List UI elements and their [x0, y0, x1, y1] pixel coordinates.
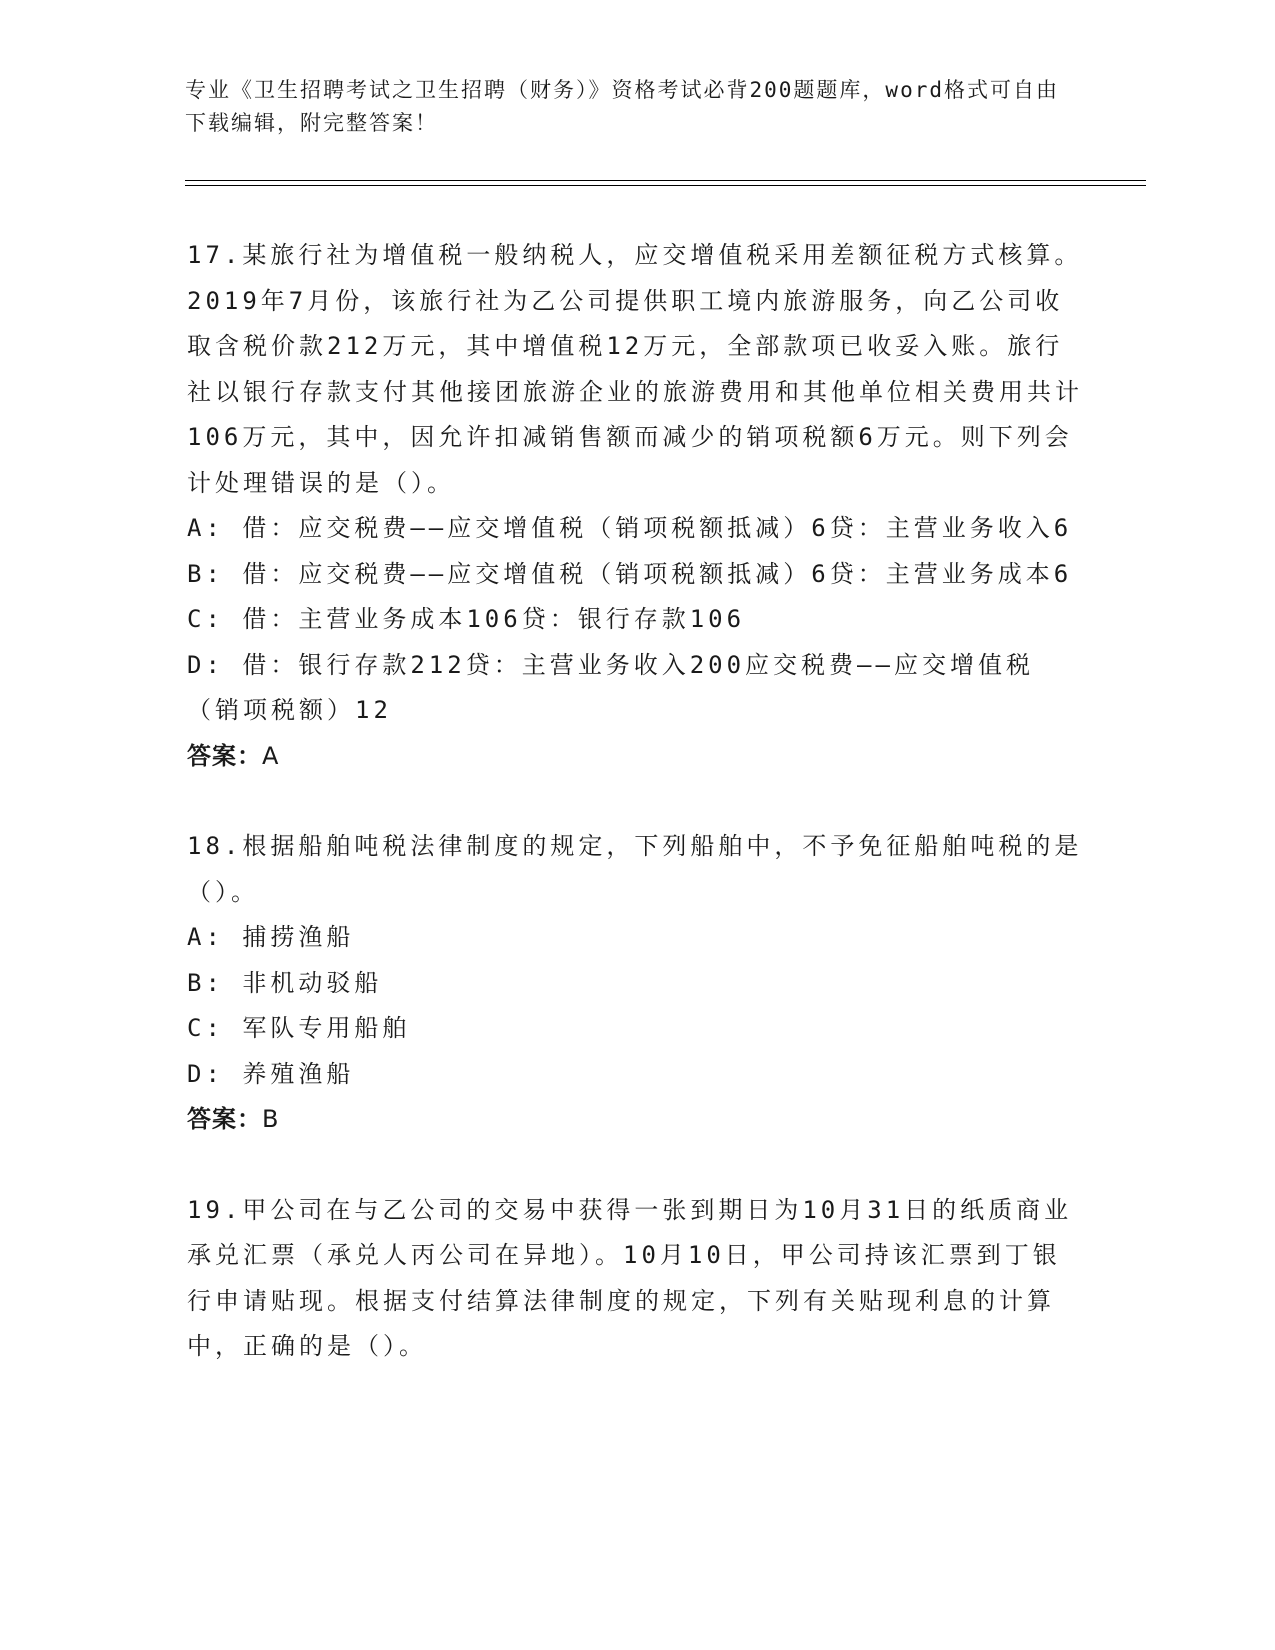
header-divider-bottom [185, 185, 1146, 186]
question-list [187, 233, 1087, 1415]
option-b: B: 借：应交税费——应交增值税（销项税额抵减）6贷：主营业务成本6 [187, 559, 1073, 588]
header-divider-top [185, 180, 1146, 181]
option-b: B: 非机动驳船 [187, 968, 383, 997]
question-18 [187, 824, 1087, 1143]
option-c: C: 军队专用船舶 [187, 1014, 411, 1042]
answer-label: 答案： [187, 1105, 262, 1133]
answer-line [187, 734, 1087, 780]
question-17 [187, 233, 1087, 779]
option-c: C: 借：主营业务成本106贷：银行存款106 [187, 605, 746, 633]
header-title: 专业《卫生招聘考试之卫生招聘（财务）》资格考试必背200题题库，word格式可自由下载编辑，附完整答案！ [185, 78, 1059, 135]
option-a: A: 借：应交税费——应交增值税（销项税额抵减）6贷：主营业务收入6 [187, 514, 1073, 542]
question-stem: 19.甲公司在与乙公司的交易中获得一张到期日为10月31日的纸质商业承兑汇票（承兑人丙公司在异地）。10月10日，甲公司持该汇票到丁银行申请贴现。根据支付结算法律制度的规定，下列有关贴现利息的计算中，正确的是（）。 [187, 1195, 1073, 1360]
question-19 [187, 1188, 1087, 1370]
answer-value: A [262, 741, 281, 770]
option-d: D: 养殖渔船 [187, 1059, 355, 1088]
option-a: A: 捕捞渔船 [187, 923, 355, 951]
question-stem: 18.根据船舶吨税法律制度的规定，下列船舶中，不予免征船舶吨税的是（）。 [187, 832, 1083, 906]
document-header [185, 74, 1065, 140]
question-stem: 17.某旅行社为增值税一般纳税人，应交增值税采用差额征税方式核算。2019年7月份，该旅行社为乙公司提供职工境内旅游服务，向乙公司收取含税价款212万元，其中增值税12万元，全部款项已收妥入账。旅行社以银行存款支付其他接团旅游企业的旅游费用和其他单位相关费用共计106万元，其中，因允许扣减销售额而减少的销项税额6万元。则下列会计处理错误的是（）。 [187, 241, 1083, 497]
answer-value: B [262, 1105, 281, 1133]
option-d: D: 借：银行存款212贷：主营业务收入200应交税费——应交增值税（销项税额）12 [187, 650, 1034, 724]
answer-line [187, 1097, 1087, 1143]
answer-label: 答案： [187, 741, 262, 770]
